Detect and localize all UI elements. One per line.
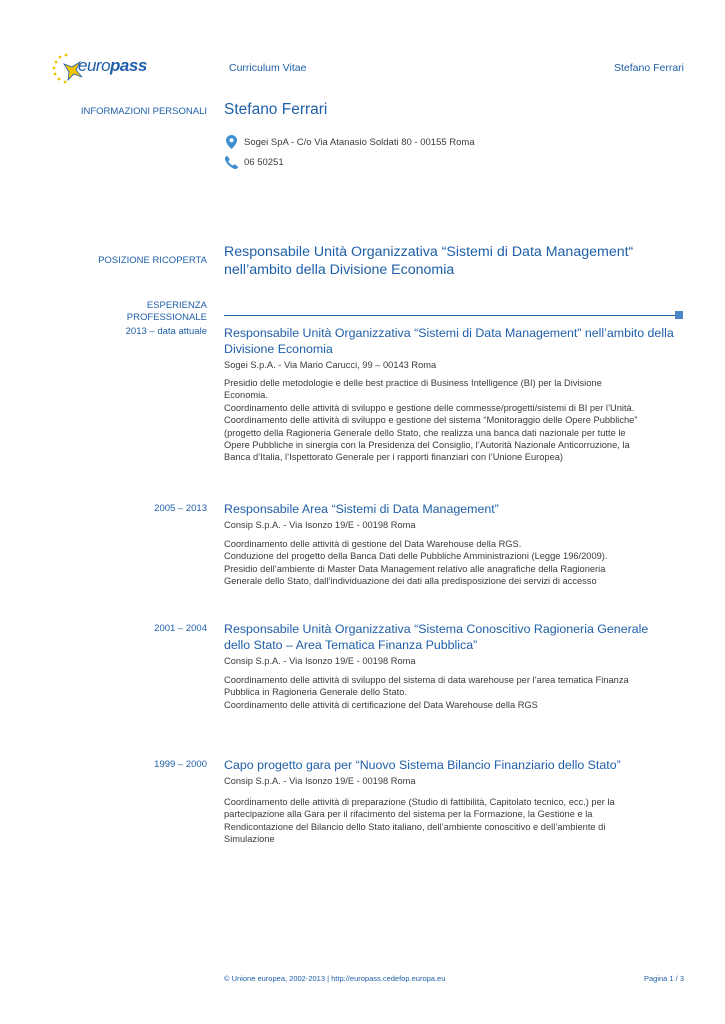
location-pin-icon (224, 135, 238, 149)
desc-line: Generale dello Stato, dall’individuazione dei dati alla predisposizione dei servizi di accesso (224, 576, 597, 587)
desc-line: Rendicontazione del Bilancio dello Stato italiano, dell’ambiente conoscitivo e dell’ambiente di (224, 821, 606, 832)
desc-line: Banca d’Italia, l’Ispettorato Generale per i rapporti finanziari con l’Unione Europea) (224, 452, 564, 463)
desc-line: Coordinamento delle attività di certificazione del Data Warehouse della RGS (224, 699, 538, 710)
job-dates: 2013 – data attuale (125, 326, 207, 337)
job-description (224, 796, 684, 846)
header-person-name: Stefano Ferrari (613, 62, 684, 74)
desc-line: Conduzione del progetto della Banca Dati delle Pubbliche Amministrazioni (Legge 196/2009). (224, 551, 608, 562)
job-title-line2: Divisione Economia (224, 342, 333, 356)
job-description (224, 674, 684, 711)
desc-line: Pubblica in Ragioneria Generale dello Stato. (224, 687, 407, 698)
europass-logo (50, 52, 160, 86)
desc-line: Coordinamento delle attività di sviluppo e gestione del sistema “Monitoraggio delle Opere Pubbliche” (224, 415, 638, 426)
desc-line: Opere Pubbliche in sinergia con la Presidenza del Consiglio, l’Autorità Nazionale Anticorruzione, la (224, 440, 630, 451)
position-title-line2: nell’ambito della Divisione Economia (224, 262, 455, 278)
job-dates: 1999 – 2000 (154, 759, 207, 770)
position-label: POSIZIONE RICOPERTA (98, 255, 207, 266)
page-number: Pagina 1 / 3 (643, 974, 684, 983)
job-title (224, 621, 686, 653)
job-title-line1: Responsabile Unità Organizzativa “Sistema Conoscitivo Ragioneria Generale (224, 622, 649, 636)
job-description (224, 377, 684, 464)
desc-line: Coordinamento delle attività di gestione del Data Warehouse della RGS. (224, 539, 522, 549)
person-name: Stefano Ferrari (224, 101, 328, 118)
job-title-line1: Responsabile Unità Organizzativa “Sistemi di Data Management” nell’ambito della (224, 326, 674, 340)
desc-line: partecipazione alla Gara per il rifacimento del sistema per la Formazione, la Gestione e la (224, 809, 593, 820)
job-dates: 2001 – 2004 (154, 623, 207, 634)
address-row (224, 135, 475, 149)
phone-text: 06 50251 (244, 156, 284, 168)
job-employer: Sogei S.p.A. - Via Mario Carucci, 99 – 00143 Roma (224, 360, 437, 370)
section-divider (224, 315, 676, 316)
desc-line: Economia. (224, 390, 268, 401)
phone-row (224, 155, 284, 169)
position-title (224, 243, 684, 279)
desc-line: Presidio dell’ambiente di Master Data Management relativo alle anagrafiche della Ragioneria (224, 563, 606, 574)
job-title (224, 501, 686, 517)
experience-label-line2: PROFESSIONALE (126, 312, 207, 323)
experience-label-line1: ESPERIENZA (146, 300, 207, 311)
personal-info-label: INFORMAZIONI PERSONALI (80, 106, 207, 117)
job-title-line1: Responsabile Area “Sistemi di Data Management” (224, 502, 499, 516)
job-description (224, 538, 684, 588)
job-employer: Consip S.p.A. - Via Isonzo 19/E - 00198 Roma (224, 656, 416, 666)
job-title-line1: Capo progetto gara per “Nuovo Sistema Bilancio Finanziario dello Stato” (224, 758, 621, 772)
job-title (224, 325, 686, 357)
desc-line: Simulazione (224, 834, 275, 845)
position-title-line1: Responsabile Unità Organizzativa “Sistemi di Data Management“ (224, 244, 634, 260)
desc-line: Coordinamento delle attività di preparazione (Studio di fattibilità, Capitolato tecnico, ecc.) per la (224, 797, 615, 807)
desc-line: (progetto della Ragioneria Generale dello Stato, che realizza una banca dati nazionale per tutte le (224, 427, 626, 438)
desc-line: Coordinamento delle attività di sviluppo e gestione delle commesse/progetti/sistemi di BI per l’Unità. (224, 402, 635, 413)
job-dates: 2005 – 2013 (154, 503, 207, 514)
job-title-line2: dello Stato – Area Tematica Finanza Pubblica” (224, 638, 478, 652)
europass-logo-text: europass (78, 56, 147, 75)
section-divider-marker (675, 311, 683, 319)
doc-type: Curriculum Vitae (229, 62, 307, 74)
desc-line: Coordinamento delle attività di sviluppo del sistema di data warehouse per l’area tematica Finanza (224, 675, 629, 685)
job-employer: Consip S.p.A. - Via Isonzo 19/E - 00198 Roma (224, 520, 416, 530)
footer-copyright[interactable]: © Unione europea, 2002-2013 | http://europass.cedefop.europa.eu (224, 974, 446, 983)
address-text: Sogei SpA - C/o Via Atanasio Soldati 80 - 00155 Roma (244, 136, 475, 148)
experience-label (127, 300, 207, 324)
phone-icon (224, 155, 238, 169)
desc-line: Presidio delle metodologie e delle best practice di Business Intelligence (BI) per la Divisione (224, 378, 602, 388)
job-title (224, 757, 686, 773)
job-employer: Consip S.p.A. - Via Isonzo 19/E - 00198 Roma (224, 776, 416, 786)
